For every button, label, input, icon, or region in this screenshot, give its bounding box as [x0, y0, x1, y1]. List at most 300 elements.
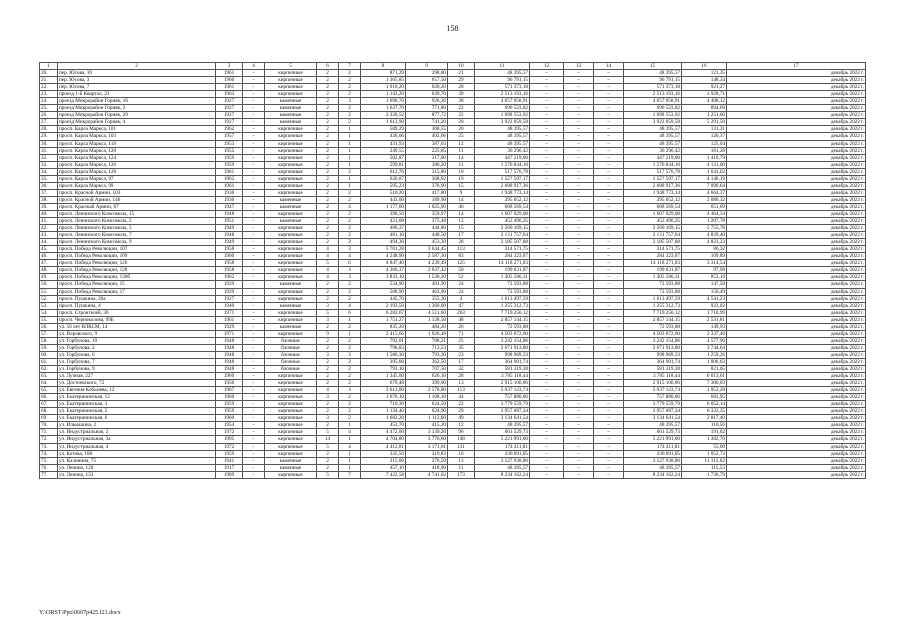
table-cell: 1	[339, 140, 361, 147]
table-cell: 2	[317, 358, 339, 365]
table-cell: 4 412,81	[361, 443, 406, 450]
table-cell: -	[243, 309, 265, 316]
table-cell: 690 523,82	[475, 105, 530, 112]
table-cell: 2	[317, 196, 339, 203]
table-cell: 2 817,40	[682, 415, 727, 422]
table-cell: 4	[317, 387, 339, 394]
table-cell: –	[530, 77, 564, 84]
table-cell: 1 108,10	[406, 394, 448, 401]
table-cell: 1 607 029,08	[624, 210, 682, 217]
table-cell: декабрь 2022 г.	[727, 450, 866, 457]
table-cell: –	[564, 126, 594, 133]
table-row	[40, 358, 866, 365]
table-cell: –	[530, 316, 564, 323]
table-cell: просп. Карла Маркса, 118	[58, 140, 216, 147]
table-cell: –	[564, 260, 594, 267]
table-cell: –	[594, 366, 624, 373]
table-cell: 1961	[216, 168, 243, 175]
table-cell: 368,55	[406, 126, 448, 133]
table-row	[40, 323, 866, 330]
table-cell: просп. Ленинского Комсомола, 7	[58, 232, 216, 239]
table-cell: –	[594, 112, 624, 119]
table-cell: 3 922 059,58	[624, 119, 682, 126]
table-cell: 72 593,88	[475, 288, 530, 295]
table-cell: 9	[317, 330, 339, 337]
table-cell: 96	[448, 429, 475, 436]
table-cell: просп. Ленинского Комсомола, 15	[58, 210, 216, 217]
table-cell: декабрь 2022 г.	[727, 260, 866, 267]
table-cell: 9	[448, 189, 475, 196]
table-cell: 926,36	[406, 98, 448, 105]
table-cell: 620,20	[406, 84, 448, 91]
table-cell: проезд Микрорайон Горняк, 16	[58, 98, 216, 105]
table-cell: 189,90	[406, 196, 448, 203]
table-cell: –	[594, 218, 624, 225]
table-row	[40, 394, 866, 401]
table-cell: -	[243, 358, 265, 365]
table-cell: декабрь 2022 г.	[727, 168, 866, 175]
table-cell: 29	[448, 408, 475, 415]
column-number-cell: 5	[265, 63, 317, 70]
table-cell: 4 541,23	[682, 295, 727, 302]
table-cell: -	[243, 154, 265, 161]
table-cell: просп. Победа Революции, 17	[58, 288, 216, 295]
table-cell: –	[594, 77, 624, 84]
table-row	[40, 344, 866, 351]
table-cell: 38	[448, 98, 475, 105]
table-cell: декабрь 2022 г.	[727, 471, 866, 478]
table-cell: 1	[339, 133, 361, 140]
table-cell: –	[594, 140, 624, 147]
table-cell: кирпичные	[265, 408, 317, 415]
table-cell: 336 691,05	[624, 450, 682, 457]
column-number-cell: 17	[727, 63, 866, 70]
table-cell: кирпичные	[265, 450, 317, 457]
table-cell: кирпичные	[265, 182, 317, 189]
table-cell: 2	[339, 288, 361, 295]
table-cell: -	[243, 260, 265, 267]
table-cell: –	[564, 112, 594, 119]
table-cell: 1 953,28	[682, 387, 727, 394]
table-cell: -	[243, 337, 265, 344]
table-cell: 2	[317, 408, 339, 415]
table-row	[40, 373, 866, 380]
table-cell: 14 118 271,03	[475, 260, 530, 267]
table-cell: 921,27	[682, 84, 727, 91]
table-cell: –	[564, 380, 594, 387]
table-cell: 2	[339, 373, 361, 380]
table-cell: декабрь 2022 г.	[727, 196, 866, 203]
table-cell: –	[564, 457, 594, 464]
table-cell: 5	[317, 309, 339, 316]
table-cell: 2	[317, 450, 339, 457]
table-cell: 2	[317, 189, 339, 196]
table-cell: 199 631,87	[475, 267, 530, 274]
table-cell: кирпичные	[265, 133, 317, 140]
table-row	[40, 380, 866, 387]
table-cell: 639,70	[406, 91, 448, 98]
table-cell: 1948	[216, 344, 243, 351]
table-row	[40, 168, 866, 175]
table-cell: 2	[317, 147, 339, 154]
table-cell: 276,50	[406, 457, 448, 464]
table-cell: 2	[317, 225, 339, 232]
table-cell: 6 052,14	[682, 401, 727, 408]
table-cell: декабрь 2022 г.	[727, 189, 866, 196]
table-cell: -	[243, 443, 265, 450]
table-cell: 708,21	[406, 337, 448, 344]
table-cell: 1 613 497,59	[624, 295, 682, 302]
table-row	[40, 401, 866, 408]
table-cell: 22	[448, 401, 475, 408]
table-cell: просп. Победа Революции, 128	[58, 267, 216, 274]
table-cell: декабрь 2022 г.	[727, 274, 866, 281]
table-cell: 50	[448, 267, 475, 274]
table-cell: 25	[448, 337, 475, 344]
table-cell: –	[530, 450, 564, 457]
table-cell: 2	[317, 126, 339, 133]
table-cell: 15	[448, 182, 475, 189]
table-cell: 83	[448, 253, 475, 260]
table-cell: –	[564, 225, 594, 232]
table-cell: 4	[317, 267, 339, 274]
table-cell: кирпичные	[265, 295, 317, 302]
table-cell: –	[594, 422, 624, 429]
table-cell: 5	[317, 429, 339, 436]
table-row	[40, 281, 866, 288]
column-number-cell: 3	[216, 63, 243, 70]
table-cell: просп. Победа Революции, 126	[58, 260, 216, 267]
table-cell: –	[530, 464, 564, 471]
table-cell: 3 127 938,86	[475, 457, 530, 464]
table-cell: 1 345,00	[361, 373, 406, 380]
table-cell: 3 765 118,44	[624, 373, 682, 380]
table-cell: –	[564, 175, 594, 182]
table-cell: 4 511,60	[406, 309, 448, 316]
table-cell: 1961	[216, 84, 243, 91]
table-cell: 1	[339, 126, 361, 133]
table-cell: -	[243, 450, 265, 457]
table-cell: пер. Юсова, 3	[58, 77, 216, 84]
table-cell: просп. Красной Армии, 103	[58, 189, 216, 196]
table-cell: 1962	[216, 126, 243, 133]
table-cell: 1941	[216, 457, 243, 464]
table-cell: 2	[317, 218, 339, 225]
table-cell: ул. Екатерининская, 6	[58, 415, 216, 422]
table-cell: 39.	[40, 203, 58, 210]
table-cell: 336 691,05	[475, 450, 530, 457]
table-cell: 757 880,86	[624, 394, 682, 401]
table-cell: –	[530, 302, 564, 309]
table-cell: 1989	[216, 471, 243, 478]
table-cell: –	[564, 351, 594, 358]
table-cell: 2	[317, 373, 339, 380]
table-cell: декабрь 2022 г.	[727, 225, 866, 232]
table-cell: –	[594, 70, 624, 77]
table-cell: –	[564, 443, 594, 450]
table-cell: 2	[317, 84, 339, 91]
table-cell: 2	[339, 119, 361, 126]
table-cell: просп. Победа Революции, 107	[58, 246, 216, 253]
table-cell: 395,00	[361, 358, 406, 365]
table-cell: 115,53	[682, 464, 727, 471]
table-cell: 5 037 123,74	[475, 387, 530, 394]
table-cell: -	[243, 408, 265, 415]
table-cell: 48 395,57	[475, 133, 530, 140]
table-cell: проезд Микрорайон Горняк, 4	[58, 119, 216, 126]
table-cell: 1930	[216, 189, 243, 196]
table-cell: 447 219,00	[475, 154, 530, 161]
table-cell: 4	[448, 295, 475, 302]
table-row	[40, 147, 866, 154]
table-cell: 86,32	[682, 246, 727, 253]
table-cell: 284 323,87	[624, 253, 682, 260]
table-cell: 23.	[40, 91, 58, 98]
table-cell: 4 464,34	[682, 210, 727, 217]
table-cell: 1	[339, 182, 361, 189]
table-cell: кирпичные	[265, 154, 317, 161]
table-cell: 2	[339, 210, 361, 217]
table-cell: 8 234 162,24	[475, 471, 530, 478]
table-cell: кирпичные	[265, 401, 317, 408]
table-cell: 7 422,58	[361, 471, 406, 478]
table-cell: ул. Ленина, 133	[58, 471, 216, 478]
table-cell: –	[530, 281, 564, 288]
table-row	[40, 154, 866, 161]
table-cell: 30.	[40, 140, 58, 147]
table-cell: декабрь 2022 г.	[727, 408, 866, 415]
table-cell: ул. Евгения Кобызева, 12	[58, 387, 216, 394]
table-cell: 2	[339, 189, 361, 196]
table-cell: 707,50	[406, 366, 448, 373]
table-cell: –	[564, 267, 594, 274]
table-cell: -	[243, 387, 265, 394]
table-row	[40, 471, 866, 478]
table-cell: –	[564, 119, 594, 126]
table-cell: декабрь 2022 г.	[727, 366, 866, 373]
table-cell: 1972	[216, 429, 243, 436]
column-number-cell: 7	[339, 63, 361, 70]
table-cell: 1958	[216, 267, 243, 274]
table-cell: 173	[448, 471, 475, 478]
table-cell: 3	[339, 246, 361, 253]
table-cell: 25	[448, 133, 475, 140]
table-cell: 1927	[216, 112, 243, 119]
table-row	[40, 196, 866, 203]
table-cell: 3 242 154,86	[475, 337, 530, 344]
table-cell: –	[530, 387, 564, 394]
table-cell: -	[243, 288, 265, 295]
table-cell: кирпичные	[265, 84, 317, 91]
table-cell: 3	[339, 387, 361, 394]
table-cell: 2	[339, 366, 361, 373]
table-cell: кирпичные	[265, 189, 317, 196]
table-cell: –	[564, 253, 594, 260]
table-cell: 835,20	[361, 323, 406, 330]
table-cell: 1 751,27	[361, 316, 406, 323]
table-cell: –	[564, 344, 594, 351]
table-cell: 877,72	[406, 112, 448, 119]
table-cell: 1 025,90	[406, 203, 448, 210]
table-cell: –	[530, 415, 564, 422]
table-cell: 1 736,79	[682, 471, 727, 478]
table-cell: 690 523,82	[624, 105, 682, 112]
table-cell: 2	[317, 210, 339, 217]
table-cell: 20	[448, 119, 475, 126]
table-cell: 923,02	[682, 302, 727, 309]
table-cell: кирпичные	[265, 394, 317, 401]
table-cell: 1960	[216, 394, 243, 401]
table-cell: декабрь 2022 г.	[727, 140, 866, 147]
table-cell: пер. Юсова, 10	[58, 70, 216, 77]
table-cell: 20	[448, 126, 475, 133]
table-cell: 43.	[40, 232, 58, 239]
table-cell: 418,90	[406, 464, 448, 471]
table-cell: -	[243, 98, 265, 105]
table-cell: –	[594, 380, 624, 387]
table-cell: декабрь 2022 г.	[727, 422, 866, 429]
table-cell: 368,92	[406, 175, 448, 182]
table-cell: -	[243, 133, 265, 140]
column-number-cell: 16	[682, 63, 727, 70]
table-cell: –	[530, 154, 564, 161]
table-cell: 149,93	[682, 323, 727, 330]
table-cell: блочные	[265, 337, 317, 344]
table-cell: 431,93	[361, 140, 406, 147]
table-cell: 3 139,20	[406, 429, 448, 436]
table-cell: кирпичные	[265, 316, 317, 323]
table-cell: 1971	[216, 330, 243, 337]
table-cell: -	[243, 422, 265, 429]
table-cell: блочные	[265, 344, 317, 351]
table-cell: –	[594, 105, 624, 112]
table-cell: 12	[448, 422, 475, 429]
table-row	[40, 70, 866, 77]
table-cell: –	[530, 253, 564, 260]
table-cell: 263	[448, 309, 475, 316]
table-cell: каменные	[265, 218, 317, 225]
table-cell: 2	[339, 225, 361, 232]
table-row	[40, 140, 866, 147]
table-cell: –	[594, 387, 624, 394]
table-cell: ул. Горбунова, 9	[58, 366, 216, 373]
table-cell: 1 052,72	[682, 450, 727, 457]
table-cell: декабрь 2022 г.	[727, 380, 866, 387]
table-cell: 3 957 087,34	[624, 408, 682, 415]
table-cell: –	[594, 98, 624, 105]
table-cell: 53.	[40, 302, 58, 309]
table-cell: –	[564, 288, 594, 295]
table-cell: –	[530, 189, 564, 196]
table-cell: декабрь 2022 г.	[727, 161, 866, 168]
table-cell: просп. Карла Маркса, 124	[58, 154, 216, 161]
table-cell: 624,90	[406, 408, 448, 415]
table-cell: 853,16	[682, 274, 727, 281]
table-cell: 452,70	[361, 422, 406, 429]
table-row	[40, 175, 866, 182]
table-cell: блочные	[265, 366, 317, 373]
table-cell: 77.	[40, 471, 58, 478]
table-cell: декабрь 2022 г.	[727, 77, 866, 84]
table-cell: 4 577,96	[682, 337, 727, 344]
table-cell: 5 221 991,00	[624, 436, 682, 443]
table-cell: 72 593,88	[624, 288, 682, 295]
column-number-cell: 6	[317, 63, 339, 70]
table-cell: декабрь 2022 г.	[727, 443, 866, 450]
table-cell: 63.	[40, 373, 58, 380]
table-cell: кирпичные	[265, 126, 317, 133]
table-cell: -	[243, 471, 265, 478]
table-cell: декабрь 2022 г.	[727, 119, 866, 126]
table-cell: 445,70	[361, 295, 406, 302]
table-cell: 453,30	[406, 239, 448, 246]
table-row	[40, 415, 866, 422]
table-cell: 25.	[40, 105, 58, 112]
table-cell: 11 312,62	[682, 457, 727, 464]
table-cell: 6 332,35	[682, 408, 727, 415]
table-cell: –	[564, 147, 594, 154]
table-cell: 5	[317, 471, 339, 478]
table-cell: –	[564, 373, 594, 380]
table-cell: 4 472,00	[361, 429, 406, 436]
table-cell: просп. Карла Маркса, 99	[58, 182, 216, 189]
table-cell: 3 833,10	[361, 274, 406, 281]
table-cell: 174 411,81	[624, 443, 682, 450]
table-cell: 59.	[40, 344, 58, 351]
table-cell: кирпичные	[265, 422, 317, 429]
table-cell: 54.	[40, 309, 58, 316]
table-cell: ул. Достоевского, 72	[58, 380, 216, 387]
table-cell: -	[243, 323, 265, 330]
table-cell: -	[243, 295, 265, 302]
table-cell: 2	[317, 464, 339, 471]
table-cell: –	[530, 182, 564, 189]
table-cell: 624,50	[406, 401, 448, 408]
table-cell: 3 779 559,79	[475, 401, 530, 408]
table-cell: 534,90	[361, 281, 406, 288]
table-cell: 1 112,60	[406, 415, 448, 422]
table-row	[40, 295, 866, 302]
table-cell: 3	[317, 302, 339, 309]
table-cell: 2 857 144,15	[475, 316, 530, 323]
table-cell: кирпичные	[265, 471, 317, 478]
table-cell: 13	[448, 457, 475, 464]
table-cell: –	[564, 309, 594, 316]
table-cell: 571 373,18	[475, 84, 530, 91]
table-row	[40, 182, 866, 189]
table-cell: ул. Ильюшина, 2	[58, 422, 216, 429]
table-cell: –	[530, 422, 564, 429]
table-row	[40, 112, 866, 119]
table-cell: -	[243, 196, 265, 203]
table-cell: 6	[339, 309, 361, 316]
table-cell: 2	[339, 344, 361, 351]
table-cell: –	[594, 210, 624, 217]
table-cell: 48 395,57	[624, 464, 682, 471]
table-cell: 1	[339, 161, 361, 168]
table-row	[40, 218, 866, 225]
table-cell: кирпичные	[265, 309, 317, 316]
table-cell: 1	[339, 175, 361, 182]
table-cell: 1947	[216, 203, 243, 210]
table-cell: кирпичные	[265, 175, 317, 182]
table-cell: декабрь 2022 г.	[727, 429, 866, 436]
table-cell: -	[243, 225, 265, 232]
table-cell: просп. Черноколова, 99Б	[58, 316, 216, 323]
table-cell: 14	[448, 154, 475, 161]
table-cell: 1950	[216, 380, 243, 387]
table-cell: 668 569,54	[624, 203, 682, 210]
